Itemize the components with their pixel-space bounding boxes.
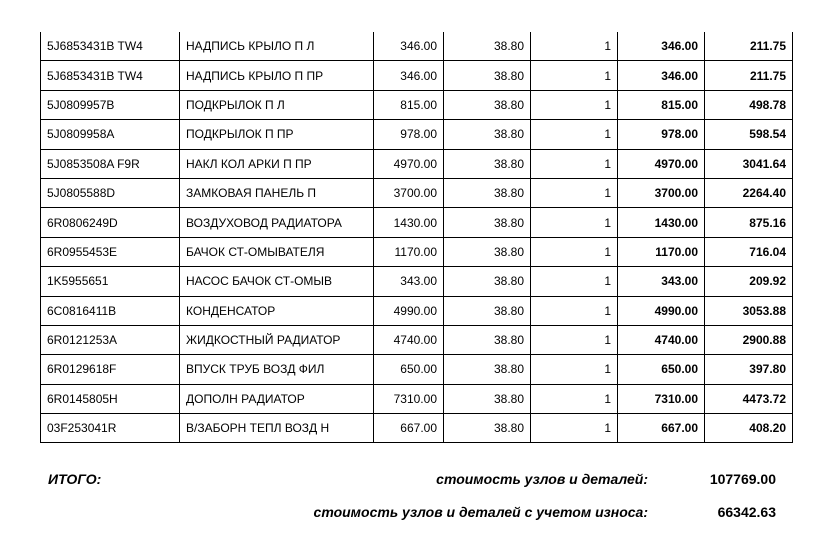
labor-cell: 38.80 — [444, 120, 531, 149]
labor-cell: 38.80 — [444, 61, 531, 90]
sum-cell: 667.00 — [618, 414, 705, 443]
sum-cell: 3700.00 — [618, 178, 705, 207]
labor-cell: 38.80 — [444, 32, 531, 61]
part-name-cell: ВОЗДУХОВОД РАДИАТОРА — [180, 208, 374, 237]
sum-cell: 978.00 — [618, 120, 705, 149]
sum-with-wear-cell: 408.20 — [705, 414, 793, 443]
parts-table-body — [41, 32, 793, 443]
quantity-cell: 1 — [531, 267, 618, 296]
part-code-cell: 6R0806249D — [41, 208, 180, 237]
labor-cell: 38.80 — [444, 267, 531, 296]
part-code-cell: 6R0121253A — [41, 325, 180, 354]
part-code-cell: 03F253041R — [41, 414, 180, 443]
table-row — [41, 32, 793, 61]
price-cell: 978.00 — [374, 120, 444, 149]
quantity-cell: 1 — [531, 414, 618, 443]
labor-cell: 38.80 — [444, 325, 531, 354]
table-row — [41, 325, 793, 354]
price-cell: 3700.00 — [374, 178, 444, 207]
part-name-cell: БАЧОК СТ-ОМЫВАТЕЛЯ — [180, 237, 374, 266]
quantity-cell: 1 — [531, 61, 618, 90]
price-cell: 7310.00 — [374, 384, 444, 413]
price-cell: 667.00 — [374, 414, 444, 443]
table-row — [41, 267, 793, 296]
table-row — [41, 90, 793, 119]
part-code-cell: 5J0809958A — [41, 120, 180, 149]
price-cell: 4970.00 — [374, 149, 444, 178]
sum-with-wear-cell: 4473.72 — [705, 384, 793, 413]
table-row — [41, 208, 793, 237]
quantity-cell: 1 — [531, 32, 618, 61]
parts-table — [40, 32, 793, 443]
sum-cell: 4990.00 — [618, 296, 705, 325]
quantity-cell: 1 — [531, 296, 618, 325]
part-name-cell: ПОДКРЫЛОК П Л — [180, 90, 374, 119]
total-label: ИТОГО: — [48, 471, 102, 487]
sum-cell: 815.00 — [618, 90, 705, 119]
part-code-cell: 5J0809957B — [41, 90, 180, 119]
sum-cell: 1430.00 — [618, 208, 705, 237]
sum-with-wear-cell: 3041.64 — [705, 149, 793, 178]
price-cell: 1430.00 — [374, 208, 444, 237]
part-code-cell: 6R0145805H — [41, 384, 180, 413]
sum-cell: 4740.00 — [618, 325, 705, 354]
parts-cost-value: 107769.00 — [709, 471, 776, 487]
sum-cell: 1170.00 — [618, 237, 705, 266]
sum-with-wear-cell: 3053.88 — [705, 296, 793, 325]
table-row — [41, 296, 793, 325]
table-row — [41, 355, 793, 384]
part-code-cell: 6R0129618F — [41, 355, 180, 384]
price-cell: 650.00 — [374, 355, 444, 384]
sum-cell: 346.00 — [618, 61, 705, 90]
table-row — [41, 61, 793, 90]
price-cell: 1170.00 — [374, 237, 444, 266]
sum-with-wear-cell: 209.92 — [705, 267, 793, 296]
quantity-cell: 1 — [531, 384, 618, 413]
table-row — [41, 149, 793, 178]
part-name-cell: НАКЛ КОЛ АРКИ П ПР — [180, 149, 374, 178]
part-code-cell: 5J0805588D — [41, 178, 180, 207]
sum-with-wear-cell: 211.75 — [705, 61, 793, 90]
part-code-cell: 5J6853431B TW4 — [41, 61, 180, 90]
sum-with-wear-cell: 598.54 — [705, 120, 793, 149]
sum-with-wear-cell: 211.75 — [705, 32, 793, 61]
part-name-cell: ДОПОЛН РАДИАТОР — [180, 384, 374, 413]
parts-cost-label: стоимость узлов и деталей: — [436, 471, 648, 487]
price-cell: 815.00 — [374, 90, 444, 119]
sum-cell: 650.00 — [618, 355, 705, 384]
quantity-cell: 1 — [531, 178, 618, 207]
price-cell: 346.00 — [374, 61, 444, 90]
quantity-cell: 1 — [531, 325, 618, 354]
sum-with-wear-cell: 2900.88 — [705, 325, 793, 354]
part-name-cell: ВПУСК ТРУБ ВОЗД ФИЛ — [180, 355, 374, 384]
quantity-cell: 1 — [531, 355, 618, 384]
labor-cell: 38.80 — [444, 355, 531, 384]
labor-cell: 38.80 — [444, 296, 531, 325]
sum-with-wear-cell: 875.16 — [705, 208, 793, 237]
quantity-cell: 1 — [531, 120, 618, 149]
price-cell: 343.00 — [374, 267, 444, 296]
quantity-cell: 1 — [531, 90, 618, 119]
part-name-cell: НАСОС БАЧОК СТ-ОМЫВ — [180, 267, 374, 296]
part-name-cell: КОНДЕНСАТОР — [180, 296, 374, 325]
part-name-cell: ЖИДКОСТНЫЙ РАДИАТОР — [180, 325, 374, 354]
labor-cell: 38.80 — [444, 208, 531, 237]
table-row — [41, 178, 793, 207]
part-code-cell: 1K5955651 — [41, 267, 180, 296]
labor-cell: 38.80 — [444, 178, 531, 207]
parts-cost-wear-value: 66342.63 — [717, 504, 776, 520]
part-code-cell: 6C0816411B — [41, 296, 180, 325]
sum-with-wear-cell: 397.80 — [705, 355, 793, 384]
parts-cost-wear-label: стоимость узлов и деталей с учетом износа: — [313, 504, 648, 520]
sum-with-wear-cell: 716.04 — [705, 237, 793, 266]
part-code-cell: 5J0853508A F9R — [41, 149, 180, 178]
part-name-cell: ПОДКРЫЛОК П ПР — [180, 120, 374, 149]
labor-cell: 38.80 — [444, 237, 531, 266]
price-cell: 4990.00 — [374, 296, 444, 325]
labor-cell: 38.80 — [444, 414, 531, 443]
labor-cell: 38.80 — [444, 384, 531, 413]
quantity-cell: 1 — [531, 208, 618, 237]
quantity-cell: 1 — [531, 237, 618, 266]
quantity-cell: 1 — [531, 149, 618, 178]
sum-cell: 346.00 — [618, 32, 705, 61]
part-name-cell: ЗАМКОВАЯ ПАНЕЛЬ П — [180, 178, 374, 207]
table-row — [41, 384, 793, 413]
part-name-cell: В/ЗАБОРН ТЕПЛ ВОЗД Н — [180, 414, 374, 443]
sum-cell: 7310.00 — [618, 384, 705, 413]
part-name-cell: НАДПИСЬ КРЫЛО П ПР — [180, 61, 374, 90]
price-cell: 346.00 — [374, 32, 444, 61]
table-row — [41, 414, 793, 443]
part-name-cell: НАДПИСЬ КРЫЛО П Л — [180, 32, 374, 61]
sum-cell: 343.00 — [618, 267, 705, 296]
part-code-cell: 5J6853431B TW4 — [41, 32, 180, 61]
sum-with-wear-cell: 498.78 — [705, 90, 793, 119]
part-code-cell: 6R0955453E — [41, 237, 180, 266]
sum-cell: 4970.00 — [618, 149, 705, 178]
labor-cell: 38.80 — [444, 90, 531, 119]
table-row — [41, 237, 793, 266]
price-cell: 4740.00 — [374, 325, 444, 354]
table-row — [41, 120, 793, 149]
labor-cell: 38.80 — [444, 149, 531, 178]
sum-with-wear-cell: 2264.40 — [705, 178, 793, 207]
